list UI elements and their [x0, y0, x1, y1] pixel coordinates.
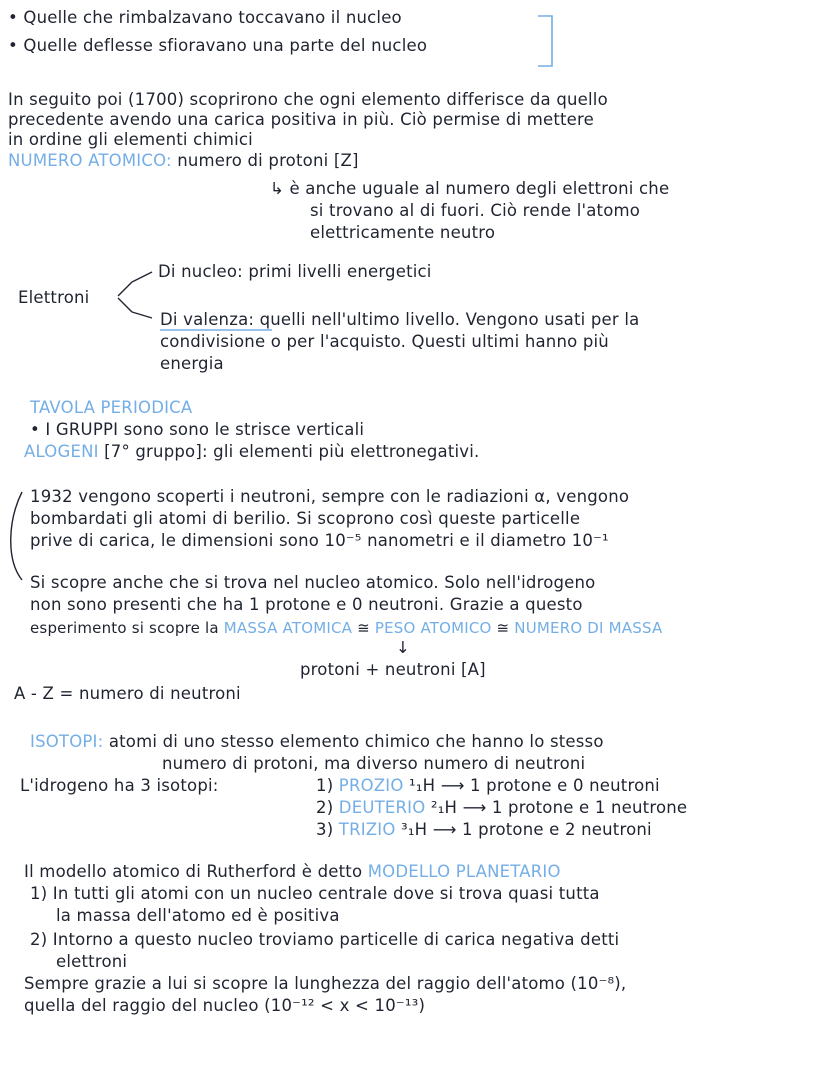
mass-number-term: NUMERO DI MASSA [514, 619, 663, 637]
isotopes-def-row [30, 732, 604, 751]
hydrogen-isotopes-intro: L'idrogeno ha 3 isotopi: [20, 776, 219, 795]
isotopes-def-1: atomi di uno stesso elemento chimico che hanno lo stesso [108, 732, 604, 751]
branch-arrow-bottom [132, 312, 152, 318]
neutrons-line-2: bombardati gli atomi di berilio. Si scoprono così queste particelle [30, 509, 581, 528]
rutherford-end-2: quella del raggio del nucleo (10⁻¹² < x < 10⁻¹³) [24, 996, 426, 1015]
atomic-number-note-3: elettricamente neutro [310, 223, 496, 242]
electrons-label: Elettroni [18, 288, 90, 307]
periodic-table-title: TAVOLA PERIODICA [30, 398, 193, 417]
isotope-description: ⟶ 1 protone e 1 neutrone [462, 798, 688, 817]
neutrons-brace [11, 492, 22, 580]
isotope-row [316, 798, 687, 817]
isotope-description: ⟶ 1 protone e 2 neutroni [432, 820, 652, 839]
approx-symbol-1: ≅ [357, 619, 370, 637]
isotope-symbol: ²₁H [430, 798, 458, 817]
neutrons-line-5: non sono presenti che ha 1 protone e 0 neutroni. Grazie a questo [30, 595, 583, 614]
rutherford-point-1b: la massa dell'atomo ed è positiva [56, 906, 340, 925]
mass-number-formula: protoni + neutroni [A] [300, 660, 486, 679]
atomic-number-note-1: ↳ è anche uguale al numero degli elettroni che [270, 179, 670, 198]
rutherford-intro: Il modello atomico di Rutherford è detto [24, 862, 363, 881]
discovery-line-1: In seguito poi (1700) scoprirono che ogni elemento differisce da quello [8, 90, 608, 109]
atomic-number-row [8, 151, 359, 170]
rutherford-point-2b: elettroni [56, 952, 128, 971]
neutrons-line-6 [30, 619, 662, 637]
neutrons-line-3: prive di carica, le dimensioni sono 10⁻⁵ nanometri e il diametro 10⁻¹ [30, 531, 609, 550]
isotope-number: 2) [316, 798, 334, 817]
atomic-number-note-2: si trovano al di fuori. Ciò rende l'atomo [310, 201, 641, 220]
electrons-valence-text-2: condivisione o per l'acquisto. Questi ultimi hanno più [160, 332, 609, 351]
isotope-symbol: ¹₁H [409, 776, 436, 795]
atomic-mass-term: MASSA ATOMICA [223, 619, 353, 637]
halogens-label: ALOGENI [24, 442, 99, 461]
isotope-name: TRIZIO [338, 820, 396, 839]
isotope-number: 3) [316, 820, 334, 839]
intro-bullet-1: • Quelle che rimbalzavano toccavano il nucleo [8, 8, 402, 27]
electrons-valence-text-1: quelli nell'ultimo livello. Vengono usati per la [259, 310, 640, 329]
planetary-model-term: MODELLO PLANETARIO [367, 862, 561, 881]
isotope-number: 1) [316, 776, 334, 795]
atomic-number-label: NUMERO ATOMICO: [8, 151, 172, 170]
down-arrow: ↓ [396, 638, 411, 657]
isotope-name: DEUTERIO [338, 798, 426, 817]
rutherford-point-2a: 2) Intorno a questo nucleo troviamo particelle di carica negativa detti [30, 930, 620, 949]
approx-symbol-2: ≅ [496, 619, 510, 637]
isotopes-label: ISOTOPI: [30, 732, 104, 751]
periodic-groups: • I GRUPPI sono sono le strisce verticali [30, 420, 365, 439]
isotope-symbol: ³₁H [401, 820, 428, 839]
neutrons-line-4: Si scopre anche che si trova nel nucleo atomico. Solo nell'idrogeno [30, 573, 596, 592]
electrons-core-row [158, 262, 432, 281]
isotopes-def-2: numero di protoni, ma diverso numero di neutroni [162, 754, 586, 773]
rutherford-intro-row [24, 862, 561, 881]
neutron-count-formula: A - Z = numero di neutroni [14, 684, 241, 703]
neutrons-line-1: 1932 vengono scoperti i neutroni, sempre con le radiazioni α, vengono [30, 487, 630, 506]
neutrons-line-6-text: esperimento si scopre la [30, 619, 219, 637]
halogens-text: [7° gruppo]: gli elementi più elettronegativi. [104, 442, 480, 461]
isotope-row [316, 776, 660, 795]
electrons-brace [118, 282, 132, 312]
discovery-line-2: precedente avendo una carica positiva in più. Ciò permise di mettere [8, 110, 594, 129]
atomic-number-definition: numero di protoni [Z] [177, 151, 359, 170]
isotope-description: ⟶ 1 protone e 0 neutroni [440, 776, 660, 795]
isotope-name: PROZIO [338, 776, 404, 795]
electrons-valence-label: Di valenza: [160, 310, 255, 329]
intro-bullet-2: • Quelle deflesse sfioravano una parte del nucleo [8, 36, 428, 55]
halogens-row [24, 442, 479, 461]
rutherford-end-1: Sempre grazie a lui si scopre la lunghezza del raggio dell'atomo (10⁻⁸), [24, 974, 627, 993]
electrons-core-label: Di nucleo: [158, 262, 243, 281]
electrons-core-text: primi livelli energetici [248, 262, 432, 281]
electrons-valence-row [160, 310, 639, 329]
electrons-valence-text-3: energia [160, 354, 224, 373]
discovery-line-3: in ordine gli elementi chimici [8, 130, 253, 149]
isotope-row [316, 820, 652, 839]
intro-bracket [538, 16, 552, 66]
branch-arrow-top [132, 272, 152, 282]
atomic-weight-term: PESO ATOMICO [374, 619, 492, 637]
rutherford-point-1a: 1) In tutti gli atomi con un nucleo centrale dove si trova quasi tutta [30, 884, 600, 903]
